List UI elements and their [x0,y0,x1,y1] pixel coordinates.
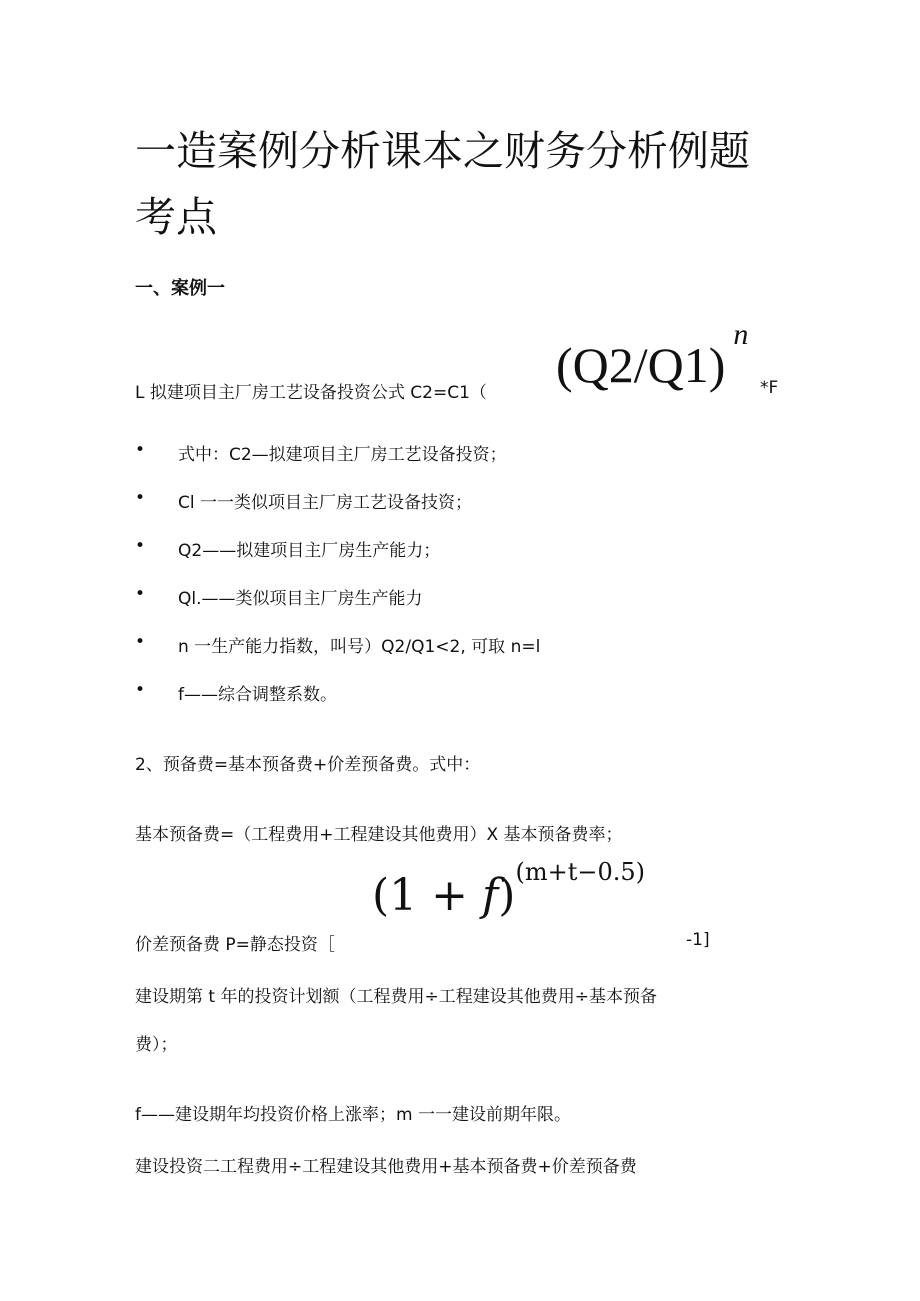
plan-text-line-2: 费）； [135,1035,178,1055]
capacity-formula-exponent: n [733,318,749,352]
item1-text: L 拟建项目主厂房工艺设备投资公式 C2=C1（ [135,383,487,403]
basic-reserve-formula: 基本预备费=（工程费用+工程建设其他费用）X 基本预备费率； [135,825,623,845]
bullet-icon: • [135,536,146,556]
section-heading-case-1: 一、案例一 [135,278,225,299]
plan-text-line-1: 建设期第 t 年的投资计划额（工程费用÷工程建设其他费用÷基本预备 [135,987,657,1007]
document-page: 一造案例分析课本之财务分析例题考点 一、案例一 L 拟建项目主厂房工艺设备投资公式 C2=C1（ $(Q2/Q1)^n$ *F • 式中：C2—拟建项目主厂房工艺设备投资； • Cl 一一类似项目主厂房工艺设备技资； • Q2——拟建项目主厂房生产能力； • Ql.——类似项目主厂房生产能力 • n 一生产能力指数，叫号）Q2/Q1<2, 可取 n=l • f——综合调整系数。 2、预备费=基本预备费+价差预备费。式中： 基本预备费=（工程费用+工程建设其他费用）X 基本预备费率； 价差预备费 P=静态投资［ $(1 + f)^{(m+t-0.5)}$ -1] 建设期第 t 年的投资计划额（工程费用÷工程建设其他费用÷基本预备 费）； f——建设期年均投资价格上涨率；m 一一建设前期年限。 建设投资二工程费用÷工程建设其他费用+基本预备费+价差预备费 [0,0,920,1301]
capacity-formula [556,318,749,394]
f-definition: f——建设期年均投资价格上涨率；m 一一建设前期年限。 [135,1105,571,1125]
bullet-icon: • [135,440,146,460]
bullet-icon: • [135,488,146,508]
price-reserve-text: 价差预备费 P=静态投资［ [135,935,335,955]
document-title: 一造案例分析课本之财务分析例题考点 [135,127,750,241]
price-reserve-tail: -1] [686,930,710,950]
price-reserve-formula: $(1 + f)^{(m+t-0.5)}$ [372,858,645,921]
total-investment-formula: 建设投资二工程费用÷工程建设其他费用+基本预备费+价差预备费 [135,1157,637,1177]
price-reserve-exponent: (m+t−0.5) [515,858,645,887]
item2-text: 2、预备费=基本预备费+价差预备费。式中： [135,755,481,775]
capacity-formula-base: (Q2/Q1) [556,337,726,393]
bullet-icon: • [135,632,146,652]
bullet-icon: • [135,584,146,604]
bullet-icon: • [135,680,146,700]
capacity-formula-tail: *F [760,378,779,398]
